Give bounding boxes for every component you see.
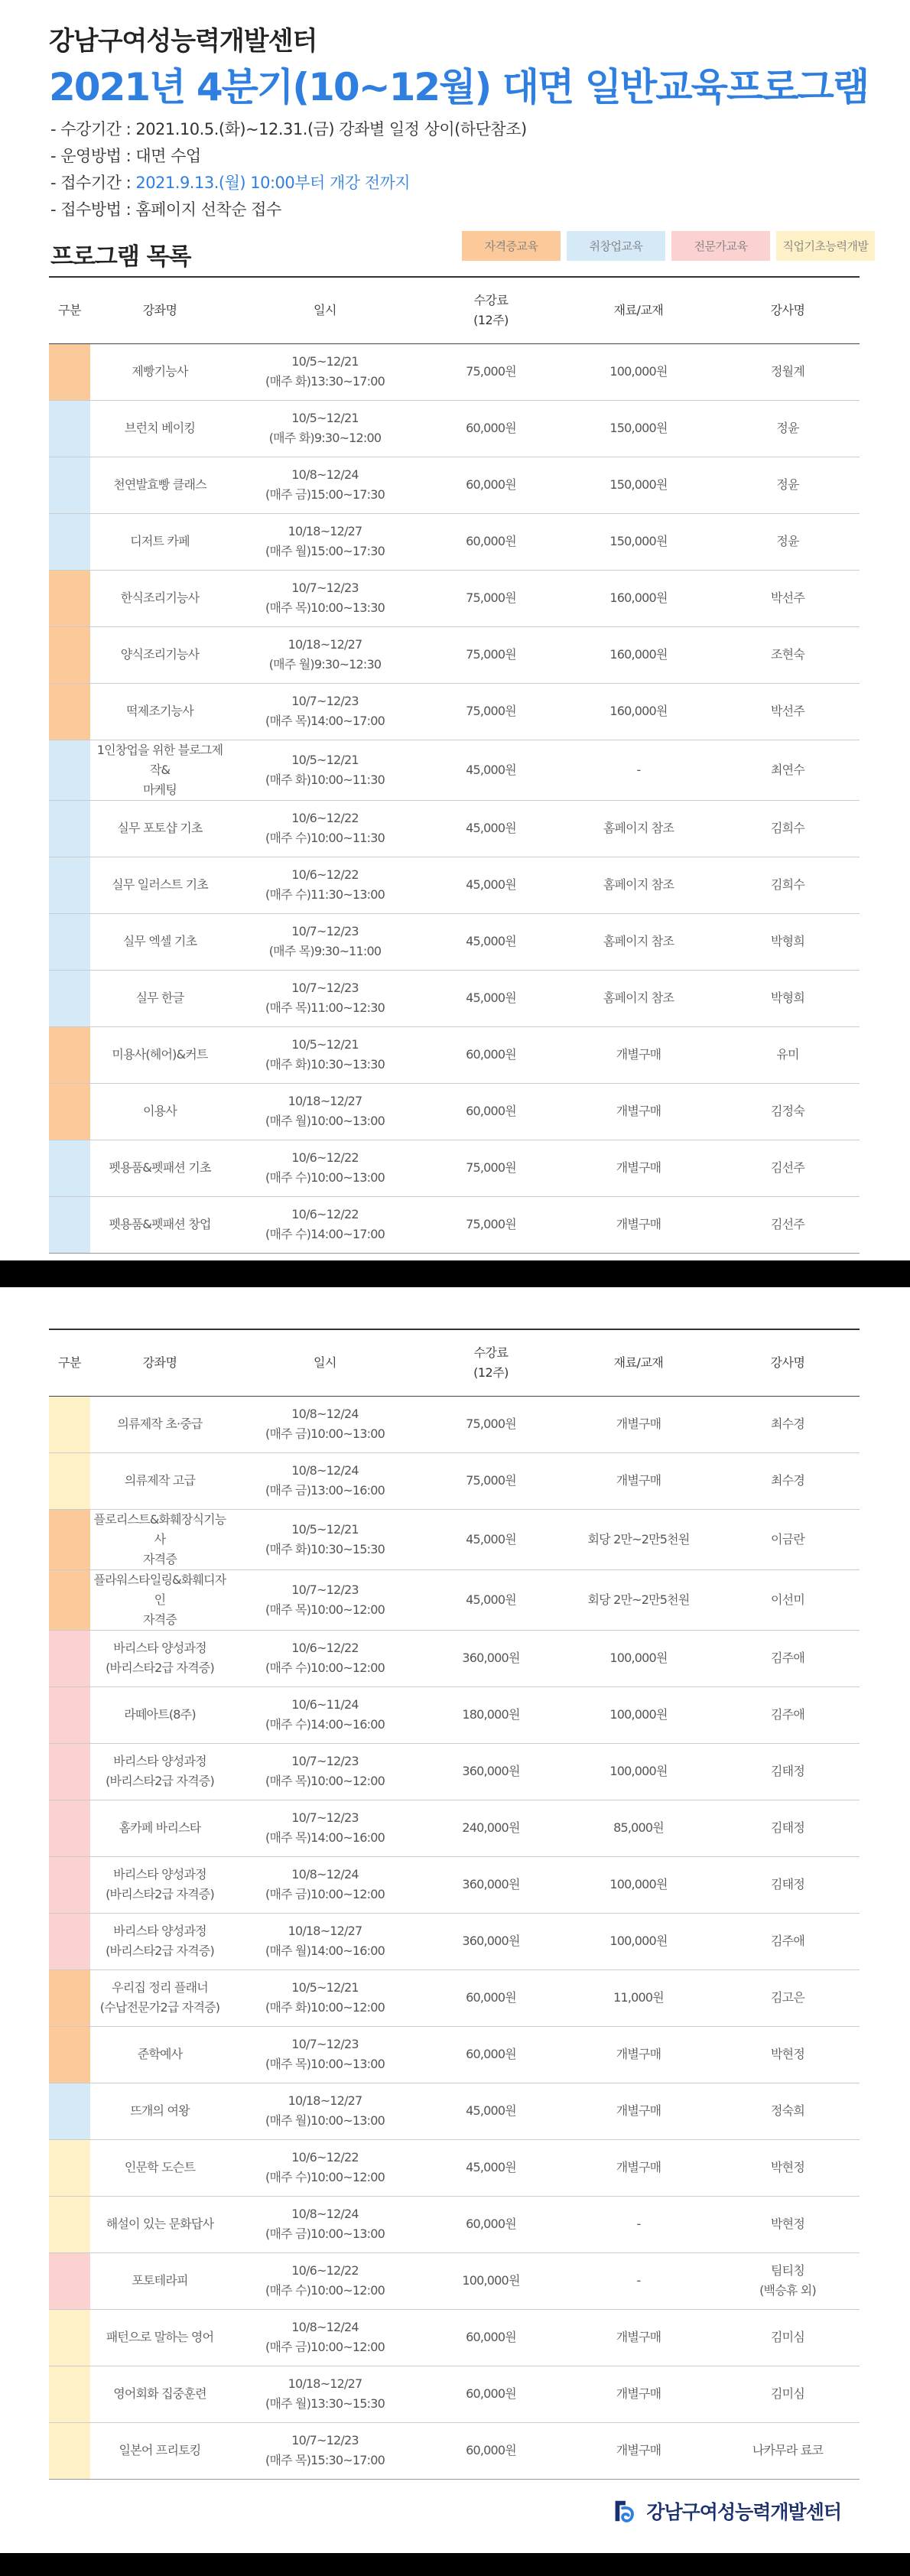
- instructor-cell: 유미: [716, 1026, 860, 1083]
- course-name-cell: 영어회화 집중훈련: [90, 2366, 229, 2422]
- materials-cell: 100,000원: [561, 1743, 716, 1800]
- instructor-cell: 김희수: [716, 800, 860, 857]
- table-row: [49, 1140, 860, 1196]
- info-value: 2021.9.13.(월) 10:00부터 개강 전까지: [135, 174, 411, 192]
- schedule-cell: 10/18~12/27 (매주 월)9:30~12:30: [229, 626, 421, 683]
- fee-cell: 60,000원: [421, 1969, 561, 2026]
- table-row: [49, 2309, 860, 2366]
- info-value: 2021.10.5.(화)~12.31.(금) 강좌별 일정 상이(하단참조): [135, 120, 527, 138]
- instructor-cell: 김선주: [716, 1196, 860, 1253]
- legend-basic-skills: 직업기초능력개발: [776, 231, 875, 261]
- instructor-cell: 최수경: [716, 1396, 860, 1452]
- schedule-cell: 10/5~12/21 (매주 화)10:30~13:30: [229, 1026, 421, 1083]
- legend-expert: 전문가교육: [671, 231, 770, 261]
- table-row: [49, 626, 860, 683]
- schedule-cell: 10/6~12/22 (매주 수)10:00~12:00: [229, 2139, 421, 2196]
- course-name-cell: 제빵기능사: [90, 343, 229, 400]
- category-marker: [49, 1686, 90, 1743]
- instructor-cell: 이선미: [716, 1569, 860, 1630]
- table-row: [49, 1913, 860, 1969]
- instructor-cell: 박현정: [716, 2026, 860, 2083]
- info-label: - 접수기간 :: [50, 174, 136, 192]
- schedule-cell: 10/7~12/23 (매주 목)11:00~12:30: [229, 970, 421, 1026]
- instructor-cell: 박선주: [716, 683, 860, 740]
- table-row: [49, 2196, 860, 2252]
- materials-cell: 11,000원: [561, 1969, 716, 2026]
- course-name-cell: 포토테라피: [90, 2252, 229, 2309]
- fee-cell: 45,000원: [421, 1569, 561, 1630]
- schedule-cell: 10/8~12/24 (매주 금)10:00~13:00: [229, 1396, 421, 1452]
- category-marker: [49, 1800, 90, 1856]
- materials-cell: 회당 2만~2만5천원: [561, 1509, 716, 1569]
- schedule-cell: 10/18~12/27 (매주 월)15:00~17:30: [229, 513, 421, 570]
- table-row: [49, 1686, 860, 1743]
- table-row: [49, 740, 860, 800]
- info-label: - 수강기간 :: [50, 120, 136, 138]
- table-row: [49, 1026, 860, 1083]
- table-body: [49, 1396, 860, 2479]
- col-materials-header: 재료/교재: [561, 277, 716, 343]
- table-row: [49, 343, 860, 400]
- instructor-cell: 최연수: [716, 740, 860, 800]
- instructor-cell: 김주애: [716, 1913, 860, 1969]
- table-row: [49, 1630, 860, 1686]
- bottom-bar: [0, 2553, 910, 2576]
- schedule-cell: 10/7~12/23 (매주 목)15:30~17:00: [229, 2422, 421, 2479]
- category-marker: [49, 1083, 90, 1140]
- course-name-cell: 플로리스트&화훼장식기능사 자격증: [90, 1509, 229, 1569]
- instructor-cell: 정윤: [716, 457, 860, 513]
- table-row: [49, 913, 860, 970]
- materials-cell: 개별구매: [561, 1396, 716, 1452]
- page-title: 2021년 4분기(10~12월) 대면 일반교육프로그램: [49, 65, 869, 109]
- fee-cell: 60,000원: [421, 2026, 561, 2083]
- materials-cell: 홈페이지 참조: [561, 913, 716, 970]
- fee-cell: 75,000원: [421, 1452, 561, 1509]
- category-marker: [49, 513, 90, 570]
- fee-cell: 60,000원: [421, 2422, 561, 2479]
- col-course-name-header: 강좌명: [90, 277, 229, 343]
- course-name-cell: 이용사: [90, 1083, 229, 1140]
- fee-cell: 180,000원: [421, 1686, 561, 1743]
- instructor-cell: 김희수: [716, 857, 860, 913]
- table-row: [49, 1969, 860, 2026]
- schedule-cell: 10/5~12/21 (매주 화)10:00~12:00: [229, 1969, 421, 2026]
- table-row: [49, 857, 860, 913]
- table-row: [49, 2083, 860, 2139]
- info-value: 대면 수업: [135, 147, 201, 165]
- instructor-cell: 조현숙: [716, 626, 860, 683]
- instructor-cell: 김태정: [716, 1743, 860, 1800]
- materials-cell: 개별구매: [561, 2366, 716, 2422]
- course-name-cell: 패턴으로 말하는 영어: [90, 2309, 229, 2366]
- col-fee-header: 수강료 (12주): [421, 277, 561, 343]
- materials-cell: 개별구매: [561, 1452, 716, 1509]
- category-marker: [49, 2422, 90, 2479]
- col-schedule-header: 일시: [229, 277, 421, 343]
- fee-cell: 45,000원: [421, 1509, 561, 1569]
- course-name-cell: 실무 한글: [90, 970, 229, 1026]
- schedule-cell: 10/18~12/27 (매주 월)13:30~15:30: [229, 2366, 421, 2422]
- col-category-header: 구분: [49, 277, 90, 343]
- materials-cell: 홈페이지 참조: [561, 800, 716, 857]
- schedule-cell: 10/18~12/27 (매주 월)10:00~13:00: [229, 1083, 421, 1140]
- table-row: [49, 1083, 860, 1140]
- schedule-cell: 10/8~12/24 (매주 금)15:00~17:30: [229, 457, 421, 513]
- materials-cell: 160,000원: [561, 683, 716, 740]
- instructor-cell: 나카무라 료코: [716, 2422, 860, 2479]
- schedule-cell: 10/7~12/23 (매주 목)9:30~11:00: [229, 913, 421, 970]
- category-marker: [49, 2026, 90, 2083]
- materials-cell: 100,000원: [561, 1856, 716, 1913]
- fee-cell: 75,000원: [421, 1396, 561, 1452]
- materials-cell: -: [561, 740, 716, 800]
- table-header-row: [49, 277, 860, 343]
- category-marker: [49, 970, 90, 1026]
- course-name-cell: 바리스타 양성과정 (바리스타2급 자격증): [90, 1913, 229, 1969]
- fee-cell: 60,000원: [421, 1083, 561, 1140]
- legend-certificate: 자격증교육: [462, 231, 561, 261]
- schedule-cell: 10/6~12/22 (매주 수)10:00~11:30: [229, 800, 421, 857]
- legend-employment: 취창업교육: [567, 231, 665, 261]
- fee-cell: 75,000원: [421, 343, 561, 400]
- category-marker: [49, 1630, 90, 1686]
- col-instructor-header: 강사명: [716, 277, 860, 343]
- course-name-cell: 해설이 있는 문화답사: [90, 2196, 229, 2252]
- instructor-cell: 박현정: [716, 2196, 860, 2252]
- instructor-cell: 정윤: [716, 400, 860, 457]
- materials-cell: 회당 2만~2만5천원: [561, 1569, 716, 1630]
- course-name-cell: 실무 엑셀 기초: [90, 913, 229, 970]
- category-marker: [49, 343, 90, 400]
- info-list: [50, 116, 527, 223]
- schedule-cell: 10/18~12/27 (매주 월)14:00~16:00: [229, 1913, 421, 1969]
- category-marker: [49, 857, 90, 913]
- fee-cell: 360,000원: [421, 1913, 561, 1969]
- course-name-cell: 우리집 정리 플래너 (수납전문가2급 자격증): [90, 1969, 229, 2026]
- table-row: [49, 1452, 860, 1509]
- materials-cell: -: [561, 2196, 716, 2252]
- instructor-cell: 팀티칭 (백승휴 외): [716, 2252, 860, 2309]
- fee-cell: 240,000원: [421, 1800, 561, 1856]
- schedule-cell: 10/5~12/21 (매주 화)9:30~12:00: [229, 400, 421, 457]
- materials-cell: 개별구매: [561, 2309, 716, 2366]
- schedule-cell: 10/7~12/23 (매주 목)14:00~17:00: [229, 683, 421, 740]
- course-name-cell: 바리스타 양성과정 (바리스타2급 자격증): [90, 1743, 229, 1800]
- course-name-cell: 준학예사: [90, 2026, 229, 2083]
- category-marker: [49, 2196, 90, 2252]
- materials-cell: 홈페이지 참조: [561, 970, 716, 1026]
- table-row: [49, 800, 860, 857]
- schedule-cell: 10/6~12/22 (매주 수)14:00~17:00: [229, 1196, 421, 1253]
- fee-cell: 75,000원: [421, 1196, 561, 1253]
- category-marker: [49, 1569, 90, 1630]
- table-row: [49, 1196, 860, 1253]
- schedule-cell: 10/7~12/23 (매주 목)10:00~12:00: [229, 1569, 421, 1630]
- instructor-cell: 김태정: [716, 1800, 860, 1856]
- category-marker: [49, 400, 90, 457]
- category-marker: [49, 1452, 90, 1509]
- fee-cell: 45,000원: [421, 857, 561, 913]
- category-marker: [49, 457, 90, 513]
- schedule-cell: 10/5~12/21 (매주 화)10:30~15:30: [229, 1509, 421, 1569]
- materials-cell: 개별구매: [561, 2026, 716, 2083]
- schedule-cell: 10/7~12/23 (매주 목)10:00~13:00: [229, 2026, 421, 2083]
- col-fee-header: 수강료 (12주): [421, 1329, 561, 1396]
- fee-cell: 75,000원: [421, 1140, 561, 1196]
- col-course-name-header: 강좌명: [90, 1329, 229, 1396]
- fee-cell: 60,000원: [421, 2366, 561, 2422]
- fee-cell: 75,000원: [421, 570, 561, 626]
- course-name-cell: 홈카페 바리스타: [90, 1800, 229, 1856]
- info-label: - 운영방법 :: [50, 147, 136, 165]
- category-marker: [49, 800, 90, 857]
- footer-logo: [609, 2496, 841, 2526]
- fee-cell: 60,000원: [421, 400, 561, 457]
- fee-cell: 360,000원: [421, 1630, 561, 1686]
- course-name-cell: 의류제작 초·중급: [90, 1396, 229, 1452]
- table-row: [49, 2366, 860, 2422]
- info-value: 홈페이지 선착순 접수: [135, 200, 281, 219]
- category-marker: [49, 740, 90, 800]
- instructor-cell: 박형희: [716, 970, 860, 1026]
- course-name-cell: 실무 포토샵 기초: [90, 800, 229, 857]
- col-instructor-header: 강사명: [716, 1329, 860, 1396]
- instructor-cell: 박현정: [716, 2139, 860, 2196]
- page-2: [0, 1287, 910, 2553]
- info-registration-period: [50, 170, 527, 197]
- course-name-cell: 펫용품&펫패션 창업: [90, 1196, 229, 1253]
- table-row: [49, 513, 860, 570]
- instructor-cell: 박형희: [716, 913, 860, 970]
- category-marker: [49, 1396, 90, 1452]
- instructor-cell: 김고은: [716, 1969, 860, 2026]
- course-name-cell: 실무 일러스트 기초: [90, 857, 229, 913]
- table-row: [49, 970, 860, 1026]
- fee-cell: 360,000원: [421, 1856, 561, 1913]
- fee-cell: 60,000원: [421, 2309, 561, 2366]
- course-name-cell: 인문학 도슨트: [90, 2139, 229, 2196]
- course-name-cell: 떡제조기능사: [90, 683, 229, 740]
- schedule-cell: 10/6~12/22 (매주 수)10:00~12:00: [229, 1630, 421, 1686]
- course-name-cell: 미용사(헤어)&커트: [90, 1026, 229, 1083]
- category-marker: [49, 1856, 90, 1913]
- materials-cell: 100,000원: [561, 1630, 716, 1686]
- table-row: [49, 457, 860, 513]
- schedule-cell: 10/8~12/24 (매주 금)10:00~13:00: [229, 2196, 421, 2252]
- schedule-cell: 10/8~12/24 (매주 금)13:00~16:00: [229, 1452, 421, 1509]
- course-name-cell: 양식조리기능사: [90, 626, 229, 683]
- instructor-cell: 정월계: [716, 343, 860, 400]
- info-period: [50, 116, 527, 143]
- instructor-cell: 정윤: [716, 513, 860, 570]
- category-marker: [49, 2252, 90, 2309]
- info-method: [50, 143, 527, 170]
- category-marker: [49, 2366, 90, 2422]
- schedule-cell: 10/6~11/24 (매주 수)14:00~16:00: [229, 1686, 421, 1743]
- fee-cell: 60,000원: [421, 2196, 561, 2252]
- fee-cell: 360,000원: [421, 1743, 561, 1800]
- category-marker: [49, 570, 90, 626]
- instructor-cell: 이금란: [716, 1509, 860, 1569]
- fee-cell: 45,000원: [421, 970, 561, 1026]
- fee-cell: 45,000원: [421, 913, 561, 970]
- course-name-cell: 일본어 프리토킹: [90, 2422, 229, 2479]
- instructor-cell: 김주애: [716, 1630, 860, 1686]
- category-marker: [49, 1969, 90, 2026]
- course-name-cell: 천연발효빵 클래스: [90, 457, 229, 513]
- table-row: [49, 1569, 860, 1630]
- section-title: 프로그램 목록: [50, 243, 191, 271]
- fee-cell: 60,000원: [421, 457, 561, 513]
- table-row: [49, 683, 860, 740]
- table-row: [49, 1396, 860, 1452]
- table-header-row: [49, 1329, 860, 1396]
- info-label: - 접수방법 :: [50, 200, 136, 219]
- fee-cell: 45,000원: [421, 2083, 561, 2139]
- materials-cell: 홈페이지 참조: [561, 857, 716, 913]
- schedule-cell: 10/7~12/23 (매주 목)10:00~12:00: [229, 1743, 421, 1800]
- schedule-cell: 10/7~12/23 (매주 목)10:00~13:30: [229, 570, 421, 626]
- fee-cell: 100,000원: [421, 2252, 561, 2309]
- materials-cell: 개별구매: [561, 1140, 716, 1196]
- materials-cell: 85,000원: [561, 1800, 716, 1856]
- schedule-cell: 10/5~12/21 (매주 화)10:00~11:30: [229, 740, 421, 800]
- category-marker: [49, 1140, 90, 1196]
- course-name-cell: 한식조리기능사: [90, 570, 229, 626]
- category-marker: [49, 2309, 90, 2366]
- fee-cell: 75,000원: [421, 626, 561, 683]
- schedule-cell: 10/5~12/21 (매주 화)13:30~17:00: [229, 343, 421, 400]
- category-marker: [49, 1026, 90, 1083]
- materials-cell: 개별구매: [561, 2139, 716, 2196]
- category-marker: [49, 626, 90, 683]
- course-name-cell: 바리스타 양성과정 (바리스타2급 자격증): [90, 1630, 229, 1686]
- fee-cell: 60,000원: [421, 513, 561, 570]
- category-marker: [49, 2139, 90, 2196]
- schedule-cell: 10/7~12/23 (매주 목)14:00~16:00: [229, 1800, 421, 1856]
- page-1: [0, 0, 910, 1260]
- course-name-cell: 플라워스타일링&화훼디자인 자격증: [90, 1569, 229, 1630]
- footer-logo-text: 강남구여성능력개발센터: [646, 2501, 841, 2523]
- table-row: [49, 570, 860, 626]
- materials-cell: 160,000원: [561, 570, 716, 626]
- course-name-cell: 1인창업을 위한 블로그제작& 마케팅: [90, 740, 229, 800]
- category-marker: [49, 1913, 90, 1969]
- schedule-cell: 10/6~12/22 (매주 수)10:00~12:00: [229, 2252, 421, 2309]
- fee-cell: 45,000원: [421, 2139, 561, 2196]
- materials-cell: 개별구매: [561, 1083, 716, 1140]
- instructor-cell: 최수경: [716, 1452, 860, 1509]
- schedule-cell: 10/6~12/22 (매주 수)10:00~13:00: [229, 1140, 421, 1196]
- info-registration-method: [50, 197, 527, 223]
- schedule-cell: 10/8~12/24 (매주 금)10:00~12:00: [229, 1856, 421, 1913]
- materials-cell: 150,000원: [561, 457, 716, 513]
- course-name-cell: 브런치 베이킹: [90, 400, 229, 457]
- category-marker: [49, 1196, 90, 1253]
- table-row: [49, 2422, 860, 2479]
- materials-cell: -: [561, 2252, 716, 2309]
- table-row: [49, 1856, 860, 1913]
- materials-cell: 개별구매: [561, 1196, 716, 1253]
- course-name-cell: 디저트 카페: [90, 513, 229, 570]
- course-name-cell: 바리스타 양성과정 (바리스타2급 자격증): [90, 1856, 229, 1913]
- page-separator: [0, 1260, 910, 1287]
- table-row: [49, 400, 860, 457]
- category-marker: [49, 683, 90, 740]
- materials-cell: 150,000원: [561, 513, 716, 570]
- category-marker: [49, 1743, 90, 1800]
- table-row: [49, 2252, 860, 2309]
- table-row: [49, 1743, 860, 1800]
- organization-name: 강남구여성능력개발센터: [49, 26, 317, 57]
- col-category-header: 구분: [49, 1329, 90, 1396]
- materials-cell: 개별구매: [561, 2083, 716, 2139]
- materials-cell: 150,000원: [561, 400, 716, 457]
- table-row: [49, 2026, 860, 2083]
- instructor-cell: 김미심: [716, 2309, 860, 2366]
- center-logo-icon: [609, 2496, 639, 2526]
- schedule-cell: 10/6~12/22 (매주 수)11:30~13:00: [229, 857, 421, 913]
- table-row: [49, 2139, 860, 2196]
- materials-cell: 100,000원: [561, 1913, 716, 1969]
- schedule-cell: 10/18~12/27 (매주 월)10:00~13:00: [229, 2083, 421, 2139]
- fee-cell: 45,000원: [421, 740, 561, 800]
- course-name-cell: 의류제작 고급: [90, 1452, 229, 1509]
- materials-cell: 개별구매: [561, 2422, 716, 2479]
- fee-cell: 75,000원: [421, 683, 561, 740]
- materials-cell: 100,000원: [561, 343, 716, 400]
- course-name-cell: 라떼아트(8주): [90, 1686, 229, 1743]
- table-body: [49, 343, 860, 1253]
- col-materials-header: 재료/교재: [561, 1329, 716, 1396]
- fee-cell: 45,000원: [421, 800, 561, 857]
- program-table-2: [49, 1329, 860, 2480]
- category-marker: [49, 1509, 90, 1569]
- instructor-cell: 박선주: [716, 570, 860, 626]
- course-name-cell: 뜨개의 여왕: [90, 2083, 229, 2139]
- instructor-cell: 김미심: [716, 2366, 860, 2422]
- col-schedule-header: 일시: [229, 1329, 421, 1396]
- instructor-cell: 정숙희: [716, 2083, 860, 2139]
- category-marker: [49, 2083, 90, 2139]
- program-table-1: [49, 276, 860, 1254]
- instructor-cell: 김선주: [716, 1140, 860, 1196]
- table-row: [49, 1509, 860, 1569]
- instructor-cell: 김정숙: [716, 1083, 860, 1140]
- materials-cell: 개별구매: [561, 1026, 716, 1083]
- materials-cell: 160,000원: [561, 626, 716, 683]
- schedule-cell: 10/8~12/24 (매주 금)10:00~12:00: [229, 2309, 421, 2366]
- fee-cell: 60,000원: [421, 1026, 561, 1083]
- materials-cell: 100,000원: [561, 1686, 716, 1743]
- instructor-cell: 김태정: [716, 1856, 860, 1913]
- category-marker: [49, 913, 90, 970]
- category-legend: [462, 231, 875, 261]
- table-row: [49, 1800, 860, 1856]
- instructor-cell: 김주애: [716, 1686, 860, 1743]
- course-name-cell: 펫용품&펫패션 기초: [90, 1140, 229, 1196]
